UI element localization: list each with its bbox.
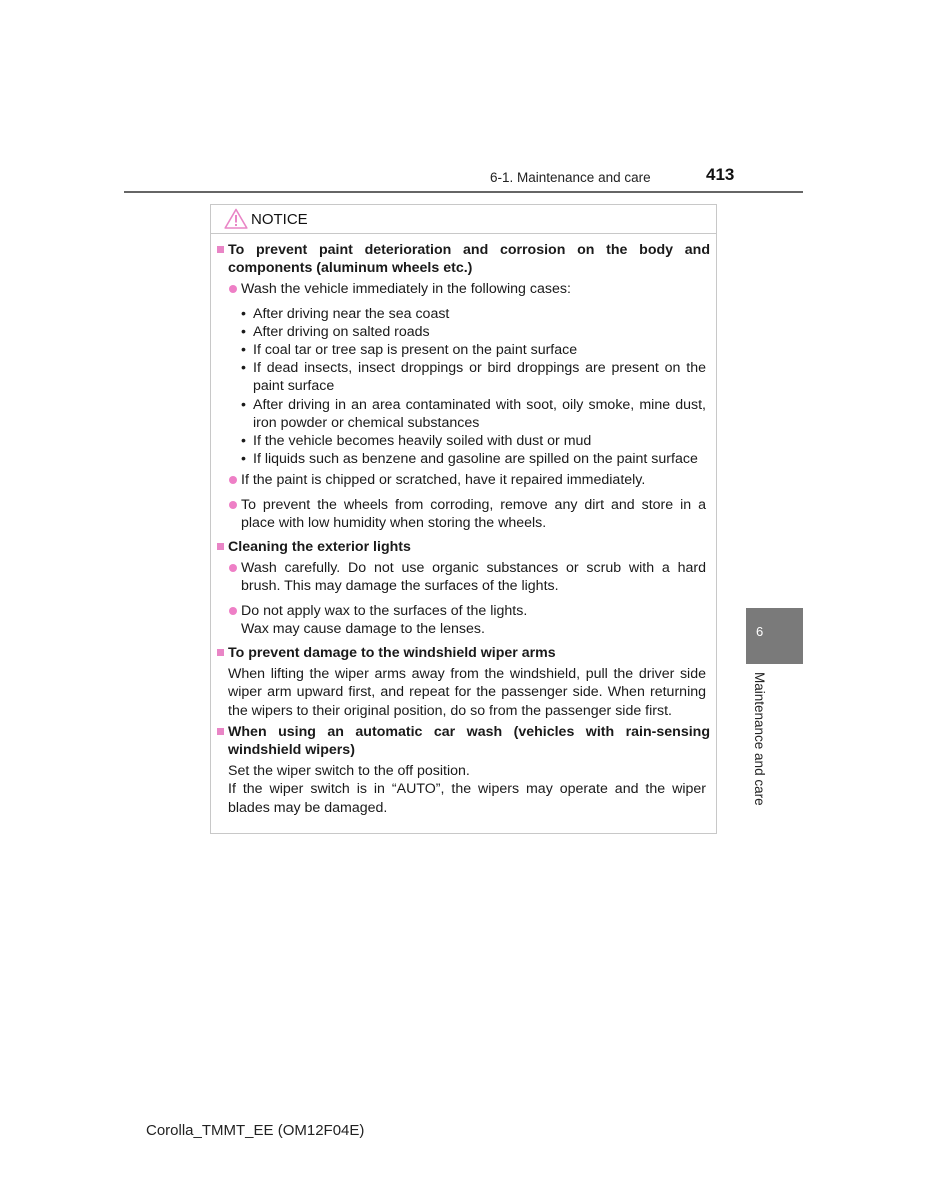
notice-section-lights	[211, 538, 716, 638]
sub-list-item	[211, 323, 716, 341]
sub-list-item-text: After driving in an area contaminated with soot, oily smoke, mine dust, iron powder or chemical substances	[253, 396, 706, 431]
page-number: 413	[706, 165, 735, 184]
notice-section-paint	[211, 241, 716, 532]
chapter-label: Maintenance and care	[752, 672, 767, 806]
list-item-text: To prevent the wheels from corroding, remove any dirt and store in a place with low humidity when storing the wheels.	[241, 496, 706, 531]
list-item	[211, 280, 716, 298]
paragraph: Set the wiper switch to the off position.	[228, 763, 470, 780]
circle-bullet-icon	[229, 285, 237, 293]
square-bullet-icon	[217, 543, 224, 550]
square-bullet-icon	[217, 728, 224, 735]
square-bullet-icon	[217, 649, 224, 656]
chapter-number: 6	[756, 624, 764, 639]
small-bullet-icon: •	[241, 433, 246, 450]
sub-list-item-text: If liquids such as benzene and gasoline are spilled on the paint surface	[253, 451, 698, 468]
list-item-text: Wash the vehicle immediately in the following cases:	[241, 281, 571, 298]
section-heading-text: To prevent damage to the windshield wiper arms	[228, 645, 556, 662]
notice-section-car-wash	[211, 723, 716, 817]
notice-section-wiper-arms	[211, 644, 716, 720]
sub-list-item-text: After driving on salted roads	[253, 323, 430, 340]
notice-title: NOTICE	[251, 211, 308, 228]
small-bullet-icon: •	[241, 323, 246, 340]
circle-bullet-icon	[229, 564, 237, 572]
notice-header	[211, 205, 716, 234]
small-bullet-icon: •	[241, 396, 246, 413]
footer-text: Corolla_TMMT_EE (OM12F04E)	[146, 1122, 365, 1139]
section-heading-text: Cleaning the exterior lights	[228, 539, 411, 556]
section-heading	[211, 723, 716, 759]
section-title: 6-1. Maintenance and care	[490, 170, 651, 185]
sub-list-item	[211, 305, 716, 323]
list-item-continuation: Wax may cause damage to the lenses.	[241, 620, 485, 637]
notice-box	[210, 204, 717, 834]
sub-list-item	[211, 432, 716, 450]
section-heading	[211, 241, 716, 277]
section-heading	[211, 538, 716, 556]
circle-bullet-icon	[229, 476, 237, 484]
sub-list-item	[211, 396, 716, 432]
sub-list-item-text: If the vehicle becomes heavily soiled with dust or mud	[253, 433, 592, 450]
sub-list	[211, 305, 716, 469]
paragraph: When lifting the wiper arms away from the windshield, pull the driver side wiper arm upward first, and repeat for the passenger side. When returning the wipers to their original position, do so from the passenger side first.	[228, 666, 706, 719]
section-heading-text: When using an automatic car wash (vehicles with rain-sensing windshield wipers)	[228, 723, 710, 759]
square-bullet-icon	[217, 246, 224, 253]
list-item	[211, 602, 716, 638]
small-bullet-icon: •	[241, 451, 246, 468]
warning-triangle-icon	[224, 208, 248, 229]
paragraph: If the wiper switch is in “AUTO”, the wipers may operate and the wiper blades may be damaged.	[228, 781, 706, 816]
list-item	[211, 471, 716, 489]
sub-list-item-text: If coal tar or tree sap is present on the paint surface	[253, 342, 578, 359]
list-item-text: Do not apply wax to the surfaces of the lights.	[241, 602, 528, 619]
list-item	[211, 559, 716, 595]
list-item-text: If the paint is chipped or scratched, have it repaired immediately.	[241, 472, 646, 489]
sub-list-item	[211, 359, 716, 395]
list-item-text: Wash carefully. Do not use organic substances or scrub with a hard brush. This may damage the surfaces of the lights.	[241, 560, 706, 595]
circle-bullet-icon	[229, 607, 237, 615]
section-heading-text: To prevent paint deterioration and corrosion on the body and components (aluminum wheels etc.)	[228, 242, 710, 277]
header-rule	[124, 191, 803, 193]
sub-list-item	[211, 341, 716, 359]
small-bullet-icon: •	[241, 342, 246, 359]
list-item	[211, 496, 716, 532]
sub-list-item	[211, 450, 716, 468]
circle-bullet-icon	[229, 501, 237, 509]
sub-list-item-text: After driving near the sea coast	[253, 305, 450, 322]
notice-body	[211, 241, 716, 817]
chapter-tab	[746, 608, 803, 664]
sub-list-item-text: If dead insects, insect droppings or bird droppings are present on the paint surface	[253, 360, 706, 395]
small-bullet-icon: •	[241, 305, 246, 322]
section-heading	[211, 644, 716, 662]
small-bullet-icon: •	[241, 360, 246, 377]
